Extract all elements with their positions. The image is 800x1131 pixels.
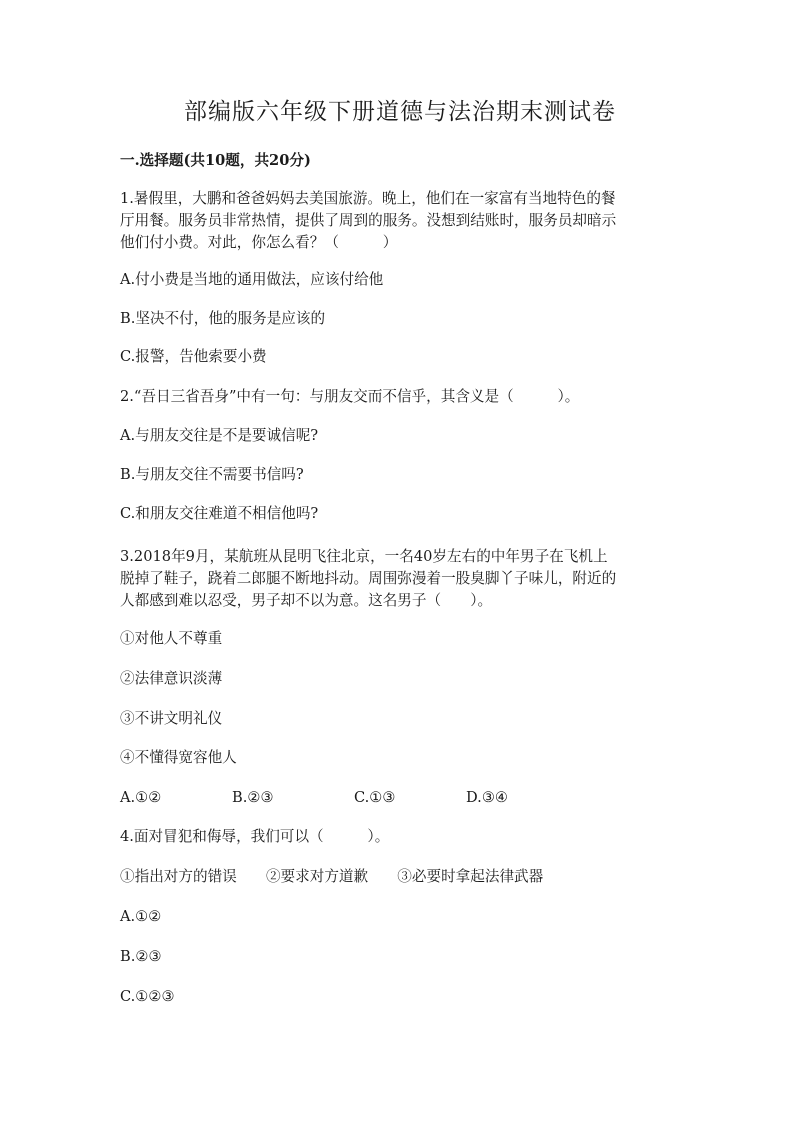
question-4-line-1: 4.面对冒犯和侮辱，我们可以（ ）。 bbox=[120, 828, 390, 845]
question-1-line-3: 他们付小费。对此，你怎么看？（ ） bbox=[120, 234, 398, 251]
question-3-option-b: B.②③ bbox=[232, 789, 274, 806]
question-3-line-1: 3.2018年9月，某航班从昆明飞往北京，一名40岁左右的中年男子在飞机上 bbox=[120, 548, 608, 565]
section-heading: 一.选择题(共10题，共20分) bbox=[120, 152, 311, 169]
question-1-option-c: C.报警，告他索要小费 bbox=[120, 348, 267, 365]
question-3-statement-3: ③不讲文明礼仪 bbox=[120, 710, 223, 727]
question-2-line-1: 2.“吾日三省吾身”中有一句：与朋友交而不信乎，其含义是（ ）。 bbox=[120, 388, 580, 405]
question-2-option-a: A.与朋友交往是不是要诚信呢? bbox=[120, 427, 319, 444]
question-3-option-a: A.①② bbox=[120, 789, 162, 806]
exam-title: 部编版六年级下册道德与法治期末测试卷 bbox=[184, 99, 616, 125]
question-2-option-c: C.和朋友交往难道不相信他吗? bbox=[120, 505, 319, 522]
question-4-option-b: B.②③ bbox=[120, 948, 162, 965]
question-3-statement-1: ①对他人不尊重 bbox=[120, 630, 223, 647]
question-3-option-d: D.③④ bbox=[466, 789, 508, 806]
question-4-statements: ①指出对方的错误 ②要求对方道歉 ③必要时拿起法律武器 bbox=[120, 868, 544, 885]
question-3-line-2: 脱掉了鞋子，跷着二郎腿不断地抖动。周围弥漫着一股臭脚丫子味儿，附近的 bbox=[120, 570, 617, 587]
question-4-option-c: C.①②③ bbox=[120, 988, 175, 1005]
question-3-option-c: C.①③ bbox=[354, 789, 396, 806]
question-3-line-3: 人都感到难以忍受，男子却不以为意。这名男子（ ）。 bbox=[120, 592, 493, 609]
question-2-option-b: B.与朋友交往不需要书信吗? bbox=[120, 466, 304, 483]
question-1-option-b: B.坚决不付，他的服务是应该的 bbox=[120, 310, 326, 327]
question-1-option-a: A.付小费是当地的通用做法，应该付给他 bbox=[120, 271, 384, 288]
question-3-statement-4: ④不懂得宽容他人 bbox=[120, 749, 237, 766]
question-3-statement-2: ②法律意识淡薄 bbox=[120, 670, 223, 687]
question-1-line-1: 1.暑假里，大鹏和爸爸妈妈去美国旅游。晚上，他们在一家富有当地特色的餐 bbox=[120, 190, 616, 207]
question-4-option-a: A.①② bbox=[120, 908, 162, 925]
question-1-line-2: 厅用餐。服务员非常热情，提供了周到的服务。没想到结账时，服务员却暗示 bbox=[120, 212, 617, 229]
